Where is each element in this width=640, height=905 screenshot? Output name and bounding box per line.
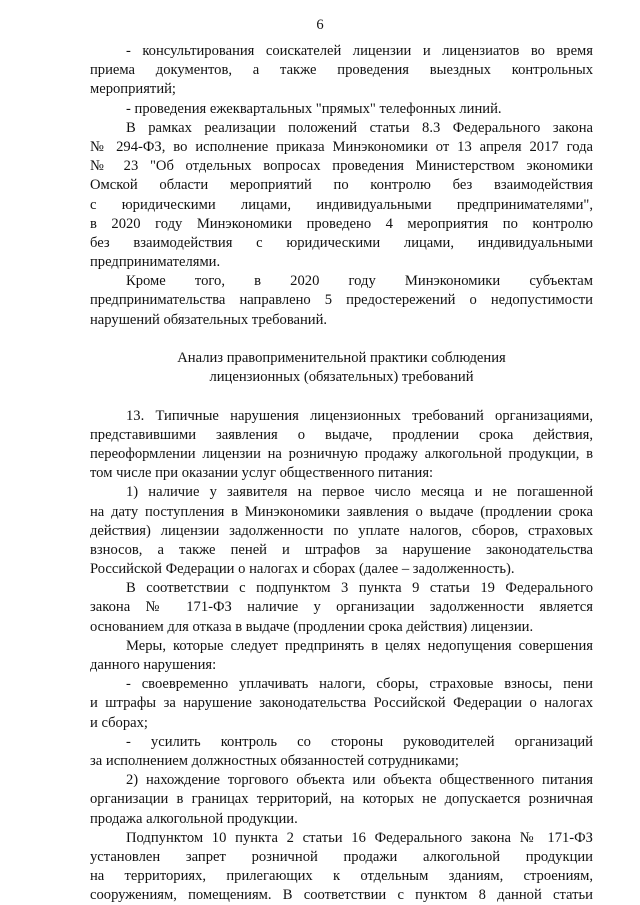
text-line: Российской Федерации о налогах и сборах (далее – задолженность). xyxy=(90,561,515,578)
text-line: 13. Типичные нарушения лицензионных требований организациями, xyxy=(126,407,593,424)
text-line: - усилить контроль со стороны руководителей организаций xyxy=(126,733,593,750)
text-line: В соответствии с подпунктом 3 пункта 9 статьи 19 Федерального xyxy=(126,580,593,597)
text-line: закона № 171-ФЗ наличие у организации задолженности является xyxy=(90,599,593,616)
text-line: 1) наличие у заявителя на первое число месяца и не погашенной xyxy=(126,484,593,501)
text-line: на дату поступления в Минэкономики заявления о выдаче (продлении срока xyxy=(90,503,593,520)
text-line: В рамках реализации положений статьи 8.3 Федерального закона xyxy=(126,119,593,136)
text-line: сооружениям, помещениям. В соответствии с пунктом 8 данной статьи xyxy=(90,887,593,904)
text-line: и сборах; xyxy=(90,714,148,731)
text-line: - своевременно уплачивать налоги, сборы, страховые взносы, пени xyxy=(126,676,593,693)
text-line: и штрафы за нарушение законодательства Российской Федерации о налогах xyxy=(90,695,593,712)
text-line: приема документов, а также проведения выездных контрольных xyxy=(90,62,593,79)
text-line: предпринимателями. xyxy=(90,254,221,271)
spacer xyxy=(90,387,593,406)
text-line: в 2020 году Минэкономики проведено 4 мероприятия по контролю xyxy=(90,215,593,232)
text-line: том числе при оказании услуг общественного питания: xyxy=(90,465,434,482)
text-line: 2) нахождение торгового объекта или объекта общественного питания xyxy=(126,772,593,789)
text-line: предпринимательства направлено 5 предостережений о недопустимости xyxy=(90,292,593,309)
text-line: представившими заявления о выдаче, продлении срока действия, xyxy=(90,426,593,443)
text-line: действия) лицензии задолженности по уплате налогов, сборов, страховых xyxy=(90,522,593,539)
text-line: продажа алкогольной продукции. xyxy=(90,810,298,827)
text-line: - консультирования соискателей лицензии и лицензиатов во время xyxy=(126,43,593,59)
text-line: взносов, а также пеней и штрафов за нарушение законодательства xyxy=(90,541,593,558)
text-line: без взаимодействия с юридическими лицами, индивидуальными xyxy=(90,234,593,251)
spacer xyxy=(90,330,593,349)
text-line: Омской области мероприятий по контролю без взаимодействия xyxy=(90,177,593,194)
text-line: Меры, которые следует предпринять в целях недопущения совершения xyxy=(126,637,593,654)
page-number: 6 xyxy=(316,17,324,33)
text-line: установлен запрет розничной продажи алкогольной продукции xyxy=(90,848,593,865)
text-line: данного нарушения: xyxy=(90,657,217,673)
text-line: Кроме того, в 2020 году Минэкономики субъектам xyxy=(126,273,593,290)
text-line: на территориях, прилегающих к отдельным зданиям, строениям, xyxy=(90,868,593,885)
text-line: нарушений обязательных требований. xyxy=(90,311,328,328)
text-line: Подпунктом 10 пункта 2 статьи 16 Федерального закона № 171-ФЗ xyxy=(126,829,593,846)
text-line: за исполнением должностных обязанностей сотрудниками; xyxy=(90,752,459,769)
text-line: переоформлении лицензии на розничную продажу алкогольной продукции, в xyxy=(90,445,593,462)
section-heading-line: лицензионных (обязательных) требований xyxy=(209,369,474,386)
text-line: основанием для отказа в выдаче (продлении срока действия) лицензии. xyxy=(90,618,534,635)
text-line: с юридическими лицами, индивидуальными предпринимателями", xyxy=(90,196,593,213)
section-heading-line: Анализ правоприменительной практики соблюдения xyxy=(177,350,506,366)
text-line: № 23 "Об отдельных вопросах проведения Министерством экономики xyxy=(90,158,593,175)
text-line: организации в границах территорий, на которых не допускается розничная xyxy=(90,791,593,808)
document-body xyxy=(90,42,593,905)
text-line: мероприятий; xyxy=(90,81,176,98)
text-line: - проведения ежеквартальных "прямых" телефонных линий. xyxy=(126,100,502,117)
text-line: № 294-ФЗ, во исполнение приказа Минэкономики от 13 апреля 2017 года xyxy=(90,138,593,155)
